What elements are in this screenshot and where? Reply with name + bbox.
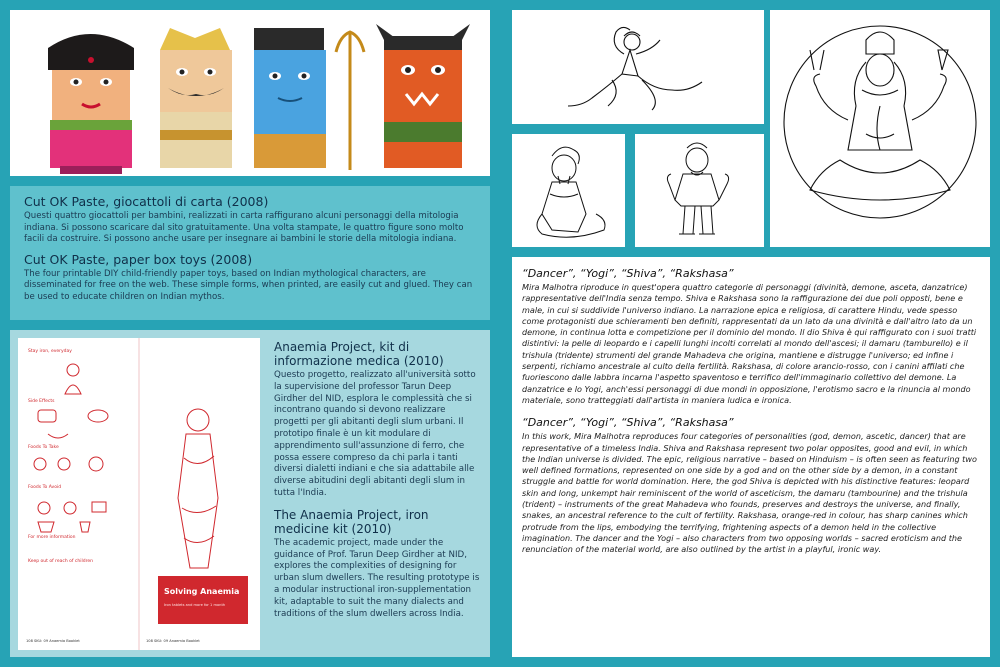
dancer-drawing xyxy=(512,10,764,124)
toy-king-figure xyxy=(160,28,232,168)
artwork-body-it: Mira Malhotra riproduce in quest'opera quattro categorie di personaggi (divinità, demone, asceta, danzatrice) rappresentative dell'India senza tempo. Shiva e Rakshasa sono la raffigurazione dei due poli opposti, bene e male, in cui si suddivide l'universo indiano. La narrazione epica e religiosa, di carattere Hindu, vede spesso come protagonisti due schieramenti ben definiti, rappresentati da un lato da una divinità e dall'altro lato da un demone, in continua lotta e competizione per il dominio del mondo. Il dio Shiva è qui raffigurato con i suoi tratti distintivi: la pelle di leopardo e i capelli lunghi incolti correlati al mondo dell'ascesi; il damaru (tamburello) e il trishula (tridente) strumenti del grande Mahadeva che origina, mantiene e distrugge l'universo; ed infine i serpenti, richiamo ancestrale al culto della fertilità. Rakshasa, di colore arancio-rosso, con i canini affilati che fuoriescono dalle labbra incarna l'aspetto spaventoso e terrifico dell'immaginario collettivo del demone. La danzatrice e lo Yogi, anch'essi personaggi di due mondi in opposizione, l'erotismo sacro e la rinuncia al mondo materiale, sono tratteggiati dall'artista in maniera ludica e ironica. xyxy=(522,282,977,405)
shiva-drawing xyxy=(770,10,990,247)
cut-ok-paste-body-it: Questi quattro giocattoli per bambini, realizzati in carta raffigurano alcuni personaggi della mitologia indiana. Si possono scaricare dal sito gratuitamente. Una volta stampate, le quattro figure sono molto facili da costruire. Si possono anche usare per insegnare ai bambini le storie della mitologia indiana. xyxy=(24,211,464,244)
toy-rakshasa-figure xyxy=(376,24,470,168)
anaemia-project-panel xyxy=(10,330,490,657)
cut-ok-paste-title-it: Cut OK Paste, giocattoli di carta (2008) xyxy=(24,194,269,209)
kit-section-4: Foods To Avoid xyxy=(28,485,62,490)
anaemia-description xyxy=(274,340,480,628)
artwork-title-it: “Dancer”, “Yogi”, “Shiva”, “Rakshasa” xyxy=(522,267,734,280)
artwork-description xyxy=(512,257,990,657)
anaemia-title-it: Anaemia Project, kit di informazione medica (2010) xyxy=(274,340,444,368)
rakshasa-drawing xyxy=(512,134,625,247)
cut-ok-paste-description xyxy=(10,186,490,320)
anaemia-body-en: The academic project, made under the guidance of Prof. Tarun Deep Girdher at NID, explores the complexities of designing for urban slum dwellers. The resulting prototype is a modular instructional iron-supplementation kit, adaptable to suit the many dialects and traditions of the slum dwellers across India. xyxy=(274,537,480,619)
kit-cover-title: Solving Anaemia xyxy=(164,587,240,596)
toy-shiva-figure xyxy=(254,28,364,170)
artwork-title-en: “Dancer”, “Yogi”, “Shiva”, “Rakshasa” xyxy=(522,416,734,430)
cut-ok-paste-body-en: The four printable DIY child-friendly paper toys, based on Indian mythological characters, are disseminated for free on the web. These simple forms, when printed, are easily cut and glued. They can be used to educate children on Indian mythos. xyxy=(24,268,473,302)
kit-section-3: Foods To Take xyxy=(28,445,59,450)
kit-footer-left: 108 SKU: 09 Anaemia Booklet xyxy=(26,639,80,643)
kit-cover-subtitle: Iron tablets and more for 1 month xyxy=(164,603,226,607)
kit-section-5: For more information xyxy=(28,535,76,540)
paper-toys-image xyxy=(10,10,490,176)
cut-ok-paste-title-en: Cut OK Paste, paper box toys (2008) xyxy=(24,251,253,267)
kit-section-2: Side Effects xyxy=(28,399,55,404)
anaemia-kit-image xyxy=(18,338,260,650)
kit-footer-right: 108 SKU: 09 Anaemia Booklet xyxy=(146,639,200,643)
kit-section-1: Stay iron, everyday xyxy=(28,349,72,354)
kit-section-6: Keep out of reach of children xyxy=(28,559,93,564)
toy-woman-figure xyxy=(48,34,134,174)
yogi-drawing xyxy=(635,134,764,247)
artwork-body-en: In this work, Mira Malhotra reproduces four categories of personalities (god, demon, ascetic, dancer) that are representative of a timeless India. Shiva and Rakshasa represent two polar opposites, good and evil, in which the Indian universe is divided. The epic, religious narrative – based on Hinduism – is often seen as featuring two well defined formations, represented on one side by a god and on the other side by a demon, in a constant struggle and battle for world domination. Here, the god Shiva is depicted with his distinctive features: leopard skin and long, unkempt hair reminiscent of the world of asceticism, the damaru (tambourine) and the trishula (trident) – instruments of the great Mahadeva who founds, preserves and destroys the universe, and finally, snakes, an ancestral reference to the cult of fertility. Rakshasa, orange-red in colour, has sharp canines which protrude from the lips, embodying the terrifying, frightening aspects of a demon held in the collective imagination. The dancer and the Yogi – also characters from two opposing worlds – sacred eroticism and the renunciation of the material world, are also outlined by the artist in a playful, ironic way. xyxy=(522,431,977,555)
anaemia-title-en: The Anaemia Project, iron medicine kit (2010) xyxy=(274,507,429,536)
anaemia-body-it: Questo progetto, realizzato all'università sotto la supervisione del professor Tarun Deep Girdher del NID, esplora le complessità che si incontrano quando si devono realizzare progetti per gli abitanti degli slum urbani. Il prototipo finale è un kit modulare di apprendimento sull'assunzione di ferro, che possa essere compreso da chi parla i tanti diversi dialetti indiani e che sia adattabile alle diverse abitudini degli abitanti degli slum in tutta l'India. xyxy=(274,370,476,498)
